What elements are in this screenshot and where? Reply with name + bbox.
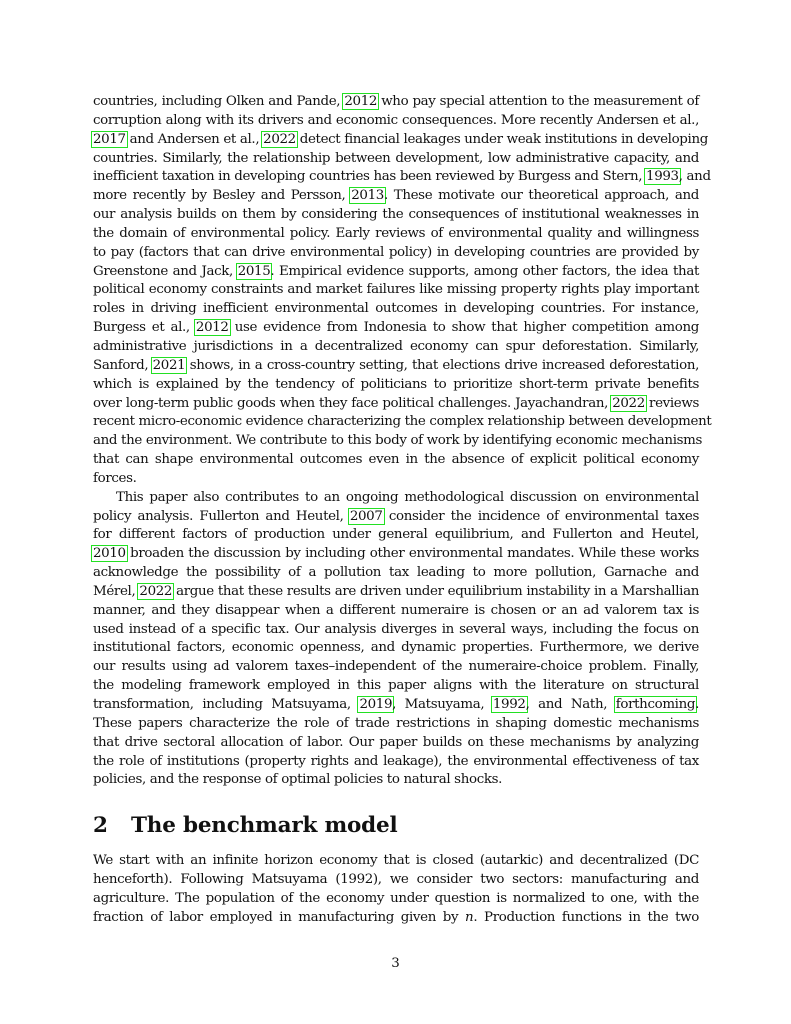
text-span: . (695, 697, 700, 712)
text-span: and the environment. We contribute to this body of work by identifying economic mechanisms (93, 433, 703, 449)
citation-link[interactable]: 2012 (344, 94, 378, 109)
text-span: argue that these results are driven under equilibrium instability in a Marshallian (172, 583, 699, 599)
text-span: , and Nath, (525, 697, 616, 712)
text-span: that can shape environmental outcomes even in the absence of explicit political economy (93, 452, 699, 468)
text-span: Greenstone and Jack, (93, 263, 238, 279)
text-span: . Production functions in the two (473, 909, 699, 925)
text-line (93, 395, 699, 414)
text-span: reviews (644, 395, 700, 411)
text-line (93, 281, 699, 300)
citation-link[interactable]: 2019 (359, 697, 393, 712)
citation-link[interactable]: 2007 (349, 508, 383, 524)
text-line (93, 621, 699, 640)
text-span: corruption along with its drivers and economic consequences. More recently Andersen et al., (93, 112, 699, 128)
text-line (93, 338, 699, 357)
text-line (93, 890, 699, 909)
text-span: consider the incidence of environmental taxes (382, 508, 699, 524)
text-span: shows, in a cross-country setting, that elections drive increased deforestation, (185, 357, 699, 373)
text-span: acknowledge the possibility of a pollution tax leading to more pollution, Garnache and (93, 565, 699, 581)
text-span: forces. (93, 470, 137, 486)
section-heading (93, 812, 699, 840)
text-line (93, 753, 699, 772)
text-line (93, 677, 699, 696)
section-title: The benchmark model (131, 813, 398, 838)
text-span: and Andersen et al., (125, 131, 264, 147)
text-span: countries, including Olken and Pande, (93, 94, 345, 109)
text-line (93, 602, 699, 621)
text-line (93, 150, 699, 169)
text-span: This paper also contributes to an ongoing methodological discussion on environmental (116, 489, 699, 505)
text-span: the modeling framework employed in this paper aligns with the literature on structural (93, 678, 699, 694)
text-span: more recently by Besley and Persson, (93, 188, 352, 204)
text-line (93, 451, 699, 470)
text-span: These papers characterize the role of trade restrictions in shaping domestic mechanisms (93, 715, 699, 731)
text-line (93, 489, 699, 508)
text-line (93, 300, 699, 319)
citation-link[interactable]: 2013 (351, 188, 384, 204)
text-span: used instead of a specific tax. Our analysis diverges in several ways, including the focus on (93, 621, 699, 637)
text-line (93, 909, 699, 928)
text-span: . Empirical evidence supports, among other factors, the idea that (270, 263, 699, 279)
citation-link[interactable]: 1993 (646, 169, 679, 185)
text-line (93, 771, 699, 790)
text-span: use evidence from Indonesia to show that higher competition among (228, 320, 699, 336)
body-text-bottom (93, 852, 699, 927)
text-span: political economy constraints and market failures like missing property rights play important (93, 282, 699, 298)
text-line (93, 715, 699, 734)
text-span: Sanford, (93, 357, 153, 373)
text-line (93, 263, 699, 282)
text-span: the domain of environmental policy. Early reviews of environmental quality and willingness (93, 225, 699, 241)
text-line (93, 131, 708, 150)
text-line (93, 734, 699, 753)
text-line (93, 413, 712, 432)
text-span: We start with an infinite horizon economy that is closed (autarkic) and decentralized (DC (93, 853, 699, 868)
text-span: administrative jurisdictions in a decentralized economy can spur deforestation. Similarly, (93, 338, 699, 354)
text-line (93, 583, 699, 602)
text-span: henceforth). Following Matsuyama (1992), we consider two sectors: manufacturing and (93, 871, 699, 887)
text-line (93, 319, 699, 338)
math-variable: n (465, 909, 474, 925)
citation-link[interactable]: 2010 (93, 546, 126, 562)
citation-link[interactable]: 2022 (139, 583, 173, 599)
text-span: detect financial leakages under weak institutions in developing (295, 131, 708, 147)
text-span: roles in driving inefficient environmental outcomes in developing countries. For instance, (93, 301, 699, 317)
citation-link[interactable]: forthcoming (615, 697, 696, 712)
text-span: over long-term public goods when they face political challenges. Jayachandran, (93, 395, 613, 411)
body-text-top (93, 93, 712, 790)
text-span: policy analysis. Fullerton and Heutel, (93, 508, 350, 524)
text-line (93, 93, 699, 112)
text-line (93, 852, 699, 871)
text-line (93, 225, 699, 244)
text-span: that drive sectoral allocation of labor. Our paper builds on these mechanisms by analyzing (93, 734, 699, 750)
citation-link[interactable]: 1992 (492, 697, 526, 712)
paragraph-literature-review (93, 93, 712, 489)
text-span: policies, and the response of optimal policies to natural shocks. (93, 772, 503, 788)
text-span: which is explained by the tendency of politicians to prioritize short-term private benefits (93, 376, 699, 392)
text-span: fraction of labor employed in manufacturing given by (93, 909, 466, 925)
citation-link[interactable]: 2022 (612, 395, 645, 411)
text-line (93, 112, 699, 131)
text-line (93, 432, 703, 451)
text-line (93, 376, 699, 395)
text-span: our analysis builds on them by considering the consequences of institutional weaknesses in (93, 207, 699, 223)
text-span: agriculture. The population of the economy under question is normalized to one, with the (93, 890, 699, 906)
text-line (93, 564, 699, 583)
text-line (93, 470, 699, 489)
text-line (93, 526, 699, 545)
text-span: , and (678, 169, 711, 185)
text-span: Mérel, (93, 583, 140, 599)
page-number: 3 (391, 956, 400, 971)
citation-link[interactable]: 2012 (195, 320, 229, 336)
text-span: our results using ad valorem taxes–independent of the numeraire-choice problem. Finally, (93, 659, 699, 675)
text-span: Burgess et al., (93, 320, 196, 336)
text-line (93, 168, 711, 187)
paragraph-model-intro (93, 852, 699, 927)
text-line (93, 508, 699, 527)
text-span: who pay special attention to the measurement of (377, 94, 699, 109)
text-span: recent micro-economic evidence characterizing the complex relationship between development (93, 414, 712, 430)
text-line (93, 639, 699, 658)
text-span: manner, and they disappear when a different numeraire is chosen or an ad valorem tax is (93, 602, 699, 618)
text-span: . These motivate our theoretical approach, and (383, 188, 700, 204)
text-span: the role of institutions (property rights and leakage), the environmental effectiveness of tax (93, 753, 699, 769)
text-line (93, 871, 699, 890)
paragraph-methodology (93, 489, 699, 791)
text-span: , Matsuyama, (392, 697, 493, 712)
text-line (93, 206, 699, 225)
text-span: countries. Similarly, the relationship between development, low administrative capacity, and (93, 150, 699, 166)
citation-link[interactable]: 2015 (237, 263, 271, 279)
citation-link[interactable]: 2017 (93, 131, 126, 147)
text-line (93, 545, 699, 564)
text-span: institutional factors, economic openness, and dynamic properties. Furthermore, we derive (93, 640, 699, 656)
section-number: 2 (93, 813, 108, 838)
citation-link[interactable]: 2021 (152, 357, 186, 373)
text-line (93, 696, 699, 715)
text-line (93, 357, 699, 376)
text-line (93, 658, 699, 677)
citation-link[interactable]: 2022 (263, 131, 296, 147)
text-span: inefficient taxation in developing countries has been reviewed by Burgess and Stern, (93, 169, 647, 185)
text-span: for different factors of production under general equilibrium, and Fullerton and Heutel, (93, 527, 699, 543)
text-span: transformation, including Matsuyama, (93, 697, 360, 712)
text-span: to pay (factors that can drive environmental policy) in developing countries are provided by (93, 244, 699, 260)
text-span: broaden the discussion by including other environmental mandates. While these works (125, 546, 699, 562)
text-line (93, 244, 699, 263)
text-line (93, 187, 699, 206)
